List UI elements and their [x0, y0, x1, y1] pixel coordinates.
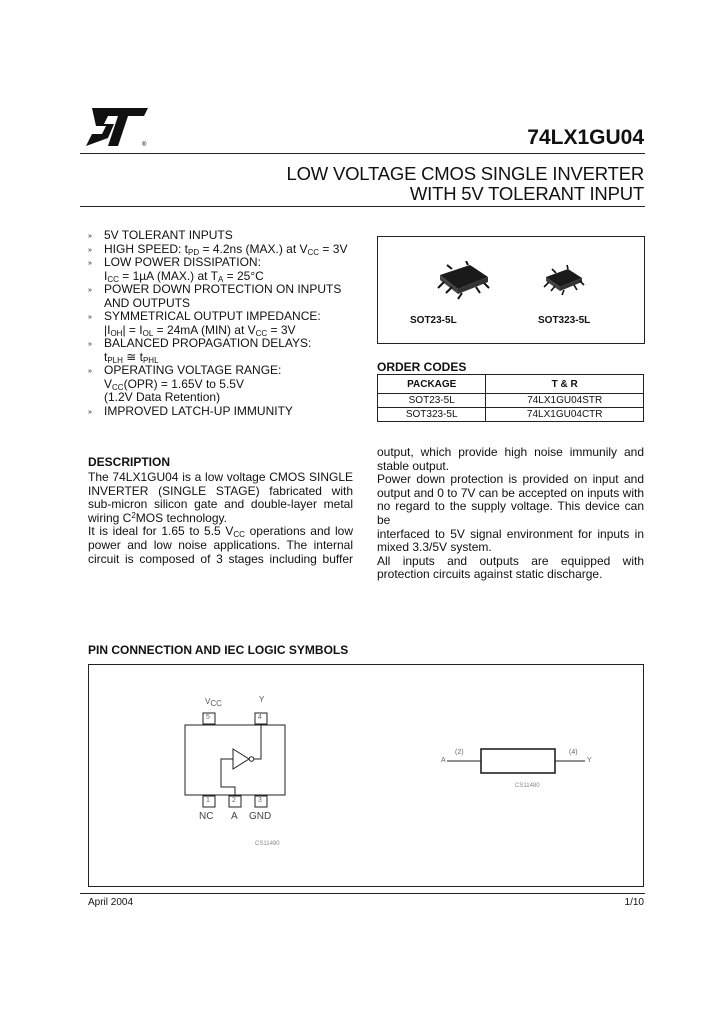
footer-rule: [80, 893, 645, 894]
pin-number: 1: [206, 797, 210, 804]
footer-page: 1/10: [624, 897, 644, 908]
feature-item: » 5V TOLERANT INPUTS: [88, 229, 363, 243]
iec-output-pin: (4): [569, 749, 578, 756]
description-title: DESCRIPTION: [88, 455, 171, 469]
pin-connection-title: PIN CONNECTION AND IEC LOGIC SYMBOLS: [88, 643, 349, 657]
pin-label-gnd: GND: [249, 811, 272, 822]
column-header: PACKAGE: [378, 375, 486, 394]
order-codes-table: [377, 374, 644, 422]
order-codes-title: ORDER CODES: [377, 360, 467, 374]
title-line2: WITH 5V TOLERANT INPUT: [409, 183, 644, 204]
feature-item: » IMPROVED LATCH-UP IMMUNITY: [88, 405, 363, 419]
feature-item: » HIGH SPEED: $t_{PD} = 4.2ns$ (MAX.) at $V_{CC} = 3V$: [88, 243, 363, 257]
pin-label-a: A: [231, 811, 238, 822]
iec-input-pin: (2): [455, 749, 464, 756]
header-rule: [80, 153, 645, 154]
pin-label-nc: NC: [199, 811, 214, 822]
sot23-package-image: [430, 261, 498, 301]
feature-item: » OPERATING VOLTAGE RANGE: $V_{CC}(OPR) = 1.65V$ to 5.5V (1.2V Data Retention): [88, 364, 363, 405]
table-row: [378, 394, 644, 408]
part-number: 74LX1GU04: [527, 126, 644, 149]
title-line1: LOW VOLTAGE CMOS SINGLE INVERTER: [286, 163, 644, 184]
description-left-column: The 74LX1GU04 is a low voltage CMOS SINGLE INVERTER (SINGLE STAGE) fabricated with sub-micron silicon gate and double-layer metal wiring $C^2MOS$ technology. It is ideal for 1.65 to 5.5 $V_{CC}$ operations and low power and low noise applications. The internal circuit is composed of 3 stages including buffer: [88, 470, 353, 566]
table-row: [378, 408, 644, 422]
iec-output-label: Y: [587, 757, 592, 764]
svg-text:®: ®: [142, 142, 147, 148]
pin-number: 2: [232, 797, 236, 804]
pin-diagram: [89, 665, 643, 886]
feature-list: [88, 229, 363, 418]
feature-item: » POWER DOWN PROTECTION ON INPUTS AND OUTPUTS: [88, 283, 363, 310]
table-header-row: [378, 375, 644, 394]
pin-connection-box: [88, 664, 644, 887]
feature-item: » SYMMETRICAL OUTPUT IMPEDANCE: $|I_{OH}| = I_{OL} = 24mA$ (MIN) at $V_{CC} = 3V$: [88, 310, 363, 337]
feature-item: » LOW POWER DISSIPATION: $I_{CC} = 1\mu A$ (MAX.) at $T_A = 25^\circ C$: [88, 256, 363, 283]
package-label-sot323: SOT323-5L: [538, 315, 591, 326]
title-rule: [80, 206, 645, 207]
figure-code: CS11490: [255, 841, 280, 847]
pin-number: 4: [258, 714, 262, 721]
table-cell: SOT23-5L: [378, 394, 486, 408]
feature-item: » BALANCED PROPAGATION DELAYS: $t_{PLH}$ ≅ $t_{PHL}$: [88, 337, 363, 364]
figure-code: CS11480: [515, 783, 540, 789]
description-right-column: output, which provide high noise immunily and stable output. Power down protection is provided on input and output and 0 to 7V can be accepted on inputs with no regard to the supply voltage. This device can be interfaced to 5V signal environment for inputs in mixed 3.3/5V system. All inputs and outputs are equipped with protection circuits against static discharge.: [377, 445, 644, 582]
vcc-label: $V_{CC}$: [205, 697, 222, 708]
footer-date: April 2004: [88, 897, 134, 908]
sot323-package-image: [538, 263, 590, 299]
iec-input-label: A: [441, 757, 446, 764]
y-label: Y: [259, 695, 265, 704]
table-cell: 74LX1GU04CTR: [486, 408, 644, 422]
package-box: [377, 236, 645, 344]
package-label-sot23: SOT23-5L: [410, 315, 457, 326]
table-cell: SOT323-5L: [378, 408, 486, 422]
pin-number: 3: [258, 797, 262, 804]
table-cell: 74LX1GU04STR: [486, 394, 644, 408]
st-logo: [84, 106, 152, 150]
pin-number: 5: [206, 714, 210, 721]
column-header: T & R: [486, 375, 644, 394]
